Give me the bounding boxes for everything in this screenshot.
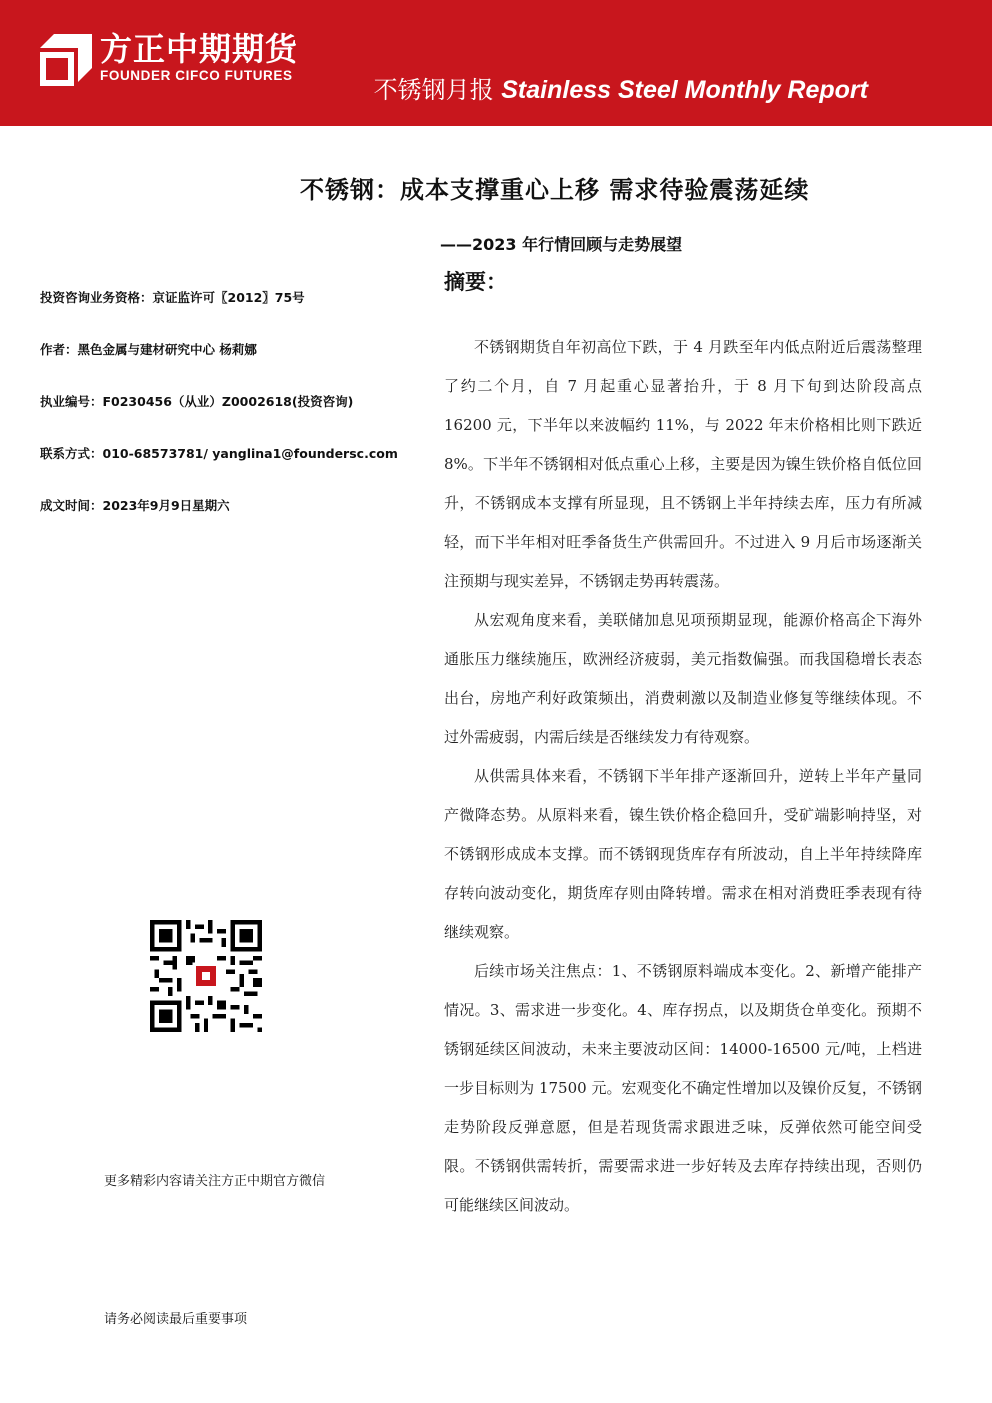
brand-name-cn: 方正中期期货 <box>100 30 299 68</box>
page-title: 不锈钢：成本支撑重心上移 需求待验震荡延续 <box>300 176 810 204</box>
abstract-paragraph: 从宏观角度来看，美联储加息见项预期显现，能源价格高企下海外通胀压力继续施压，欧洲经济疲弱，美元指数偏强。而我国稳增长表态出台，房地产利好政策频出，消费刺激以及制造业修复等继续体现。不过外需疲弱，内需后续是否继续发力有待观察。 <box>444 611 922 746</box>
founder-logo-icon <box>40 34 92 86</box>
header-band <box>0 0 992 126</box>
report-title <box>374 74 868 106</box>
abstract-heading: 摘要： <box>444 270 507 294</box>
abstract-paragraph: 后续市场关注焦点：1、不锈钢原料端成本变化。2、新增产能排产情况。3、需求进一步变化。4、库存拐点，以及期货仓单变化。预期不锈钢延续区间波动，未来主要波动区间：14000-16500 元/吨，上档进一步目标则为 17500 元。宏观变化不确定性增加以及镍价反复，不锈钢走势阶段反弹意愿，但是若现货需求跟进乏味，反弹依然可能空间受限。不锈钢供需转折，需要需求进一步好转及去库存持续出现，否则仍可能继续区间波动。 <box>444 962 922 1214</box>
disclaimer-note: 请务必阅读最后重要事项 <box>104 1312 248 1327</box>
qr-code-icon <box>150 920 262 1032</box>
wechat-follow-note: 更多精彩内容请关注方正中期官方微信 <box>104 1174 326 1189</box>
license-line: 执业编号：F0230456（从业）Z0002618(投资咨询) <box>40 394 354 409</box>
report-title-en: Stainless Steel Monthly Report <box>501 76 868 104</box>
author-line: 作者：黑色金属与建材研究中心 杨莉娜 <box>40 342 257 357</box>
abstract-paragraph: 从供需具体来看，不锈钢下半年排产逐渐回升，逆转上半年产量同产微降态势。从原料来看，镍生铁价格企稳回升，受矿端影响持坚，对不锈钢形成成本支撑。而不锈钢现货库存有所波动，自上半年持续降库存转向波动变化，期货库存则由降转增。需求在相对消费旺季表现有待继续观察。 <box>444 767 922 941</box>
report-title-cn: 不锈钢月报 <box>373 76 494 104</box>
page-subtitle: ——2023 年行情回顾与走势展望 <box>440 235 683 254</box>
qualification-line: 投资咨询业务资格：京证监许可〖2012〗75号 <box>40 290 305 305</box>
brand-name-en: FOUNDER CIFCO FUTURES <box>100 68 293 83</box>
date-line: 成文时间：2023年9月9日星期六 <box>40 498 230 513</box>
abstract-body <box>444 328 922 1225</box>
contact-line: 联系方式：010-68573781/ yanglina1@foundersc.com <box>40 446 398 461</box>
abstract-paragraph: 不锈钢期货自年初高位下跌，于 4 月跌至年内低点附近后震荡整理了约二个月，自 7 月起重心显著抬升，于 8 月下旬到达阶段高点 16200 元，下半年以来波幅约 11%，与 2022 年末价格相比则下跌近 8%。下半年不锈钢相对低点重心上移，主要是因为镍生铁价格自低位回升，不锈钢成本支撑有所显现，且不锈钢上半年持续去库，压力有所减轻，而下半年相对旺季备货生产供需回升。不过进入 9 月后市场逐渐关注预期与现实差异，不锈钢走势再转震荡。 <box>444 338 922 590</box>
